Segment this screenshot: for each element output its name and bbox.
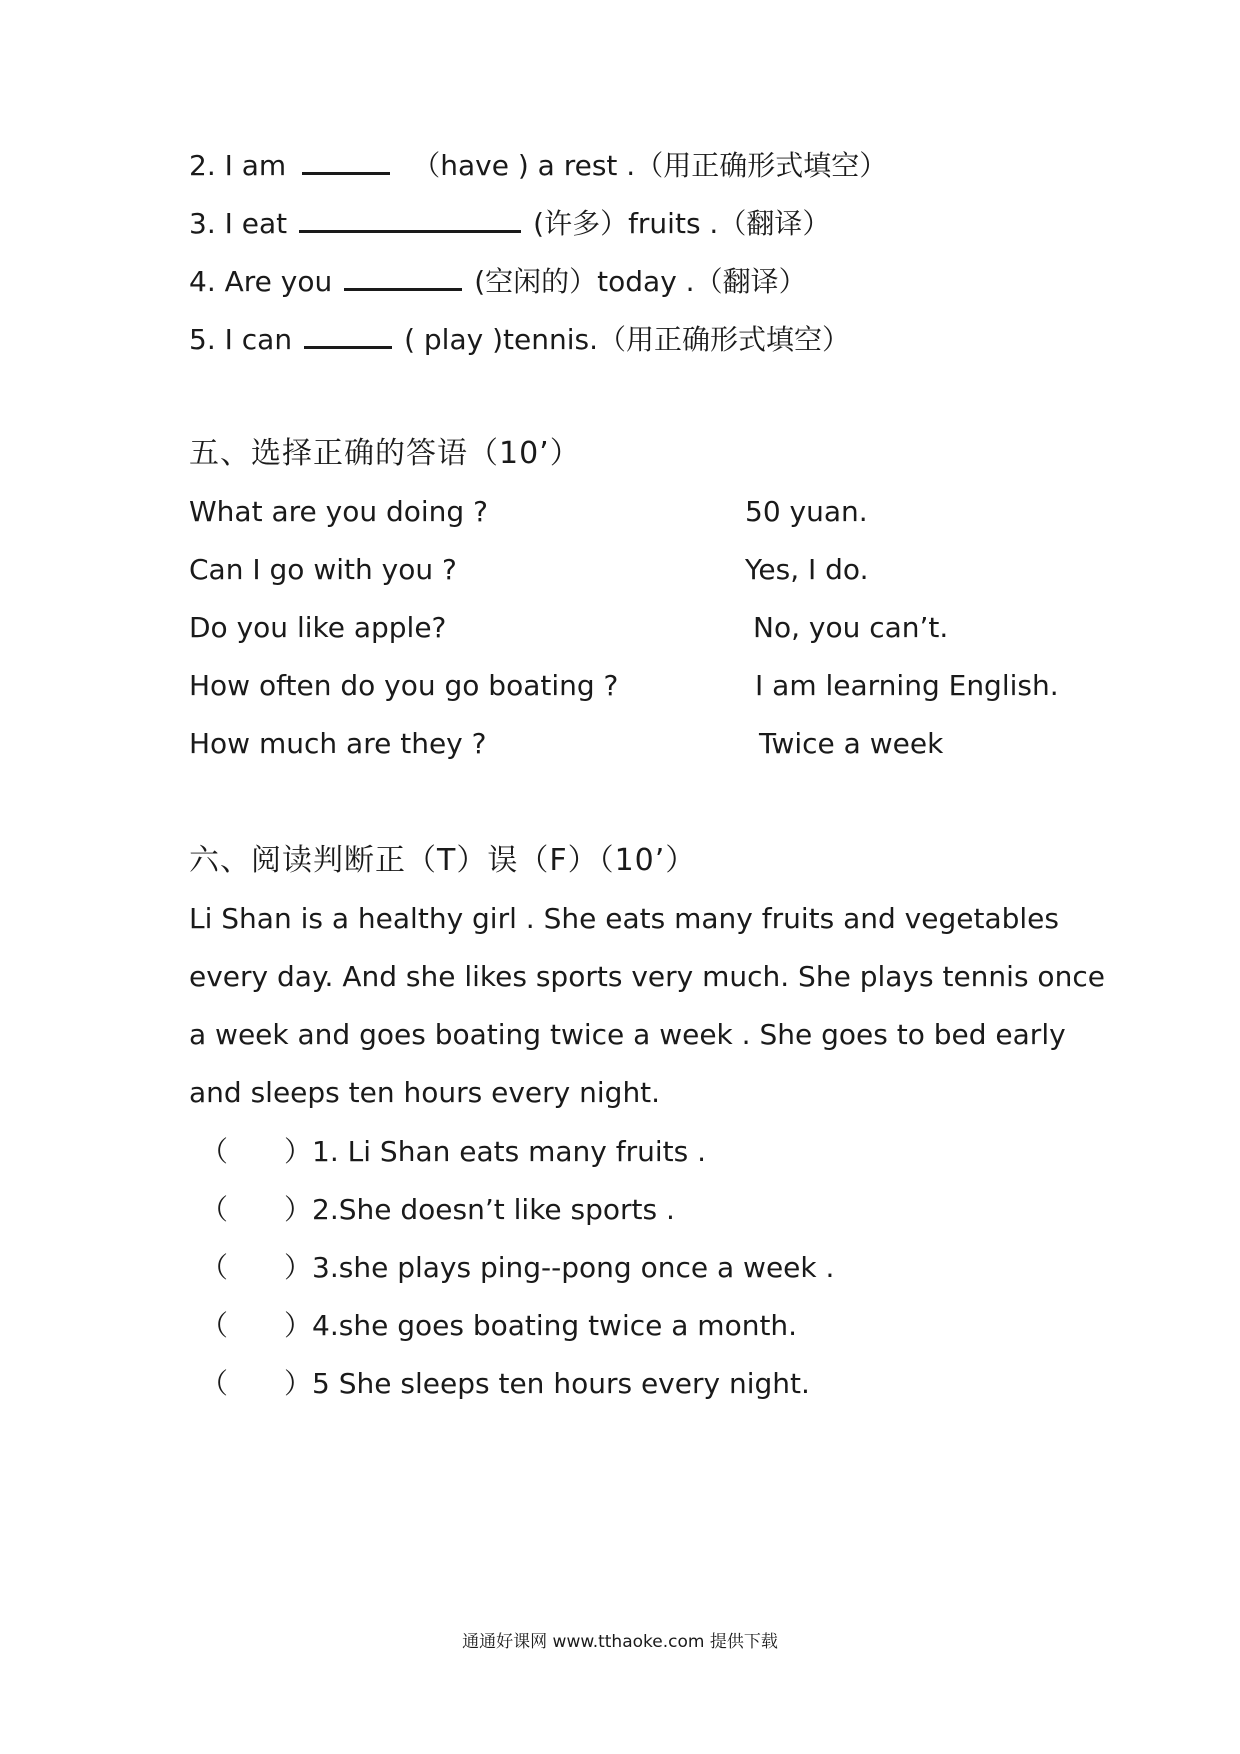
fill-in-hint: (空闲的）today .（翻译） <box>474 265 807 298</box>
judgment-item <box>200 1192 675 1228</box>
answer-paren-open: （ <box>200 1193 229 1226</box>
answer-blank[interactable] <box>299 204 521 233</box>
fill-in-hint: ( play )tennis.（用正确形式填空） <box>404 323 850 356</box>
question-item: Do you like apple? <box>189 611 447 644</box>
judgment-item <box>200 1250 834 1286</box>
answer-item: No, you can’t. <box>753 611 949 644</box>
judgment-item <box>200 1134 706 1170</box>
judgment-item <box>200 1366 810 1402</box>
fill-in-item-3 <box>189 204 830 242</box>
fill-in-prefix: 3. I eat <box>189 207 288 240</box>
passage-line: a week and goes boating twice a week . She goes to bed early <box>189 1018 1066 1051</box>
judgment-item <box>200 1308 797 1344</box>
judgment-statement: 2.She doesn’t like sports . <box>312 1193 675 1226</box>
answer-blank[interactable] <box>304 320 392 349</box>
question-item: Can I go with you ? <box>189 553 457 586</box>
section-six-title: 六、阅读判断正（T）误（F）（10’） <box>189 843 697 878</box>
fill-in-item-5 <box>189 320 850 358</box>
passage-line: and sleeps ten hours every night. <box>189 1076 661 1109</box>
question-item: What are you doing ? <box>189 495 488 528</box>
page-footer: 通通好课网 www.tthaoke.com 提供下载 <box>462 1632 778 1652</box>
judgment-statement: 4.she goes boating twice a month. <box>312 1309 798 1342</box>
judgment-statement: 1. Li Shan eats many fruits . <box>312 1135 707 1168</box>
answer-paren-close: ） <box>284 1367 313 1400</box>
section-five-title: 五、选择正确的答语（10’） <box>189 436 581 471</box>
answer-paren-close: ） <box>284 1309 313 1342</box>
answer-item: I am learning English. <box>755 669 1059 702</box>
fill-in-item-2 <box>189 146 887 184</box>
fill-in-hint: （have ) a rest .（用正确形式填空） <box>412 149 888 182</box>
fill-in-prefix: 5. I can <box>189 323 293 356</box>
fill-in-hint: (许多）fruits .（翻译） <box>533 207 831 240</box>
answer-paren-open: （ <box>200 1367 229 1400</box>
answer-paren-open: （ <box>200 1309 229 1342</box>
question-item: How often do you go boating ? <box>189 669 619 702</box>
answer-item: 50 yuan. <box>745 495 868 528</box>
fill-in-item-4 <box>189 262 807 300</box>
fill-in-prefix: 4. Are you <box>189 265 333 298</box>
answer-paren-open: （ <box>200 1251 229 1284</box>
answer-item: Yes, I do. <box>745 553 869 586</box>
question-item: How much are they ? <box>189 727 487 760</box>
answer-paren-close: ） <box>284 1251 313 1284</box>
passage-line: every day. And she likes sports very much. She plays tennis once <box>189 960 1105 993</box>
answer-paren-close: ） <box>284 1135 313 1168</box>
answer-blank[interactable] <box>344 262 462 291</box>
fill-in-prefix: 2. I am <box>189 149 287 182</box>
answer-item: Twice a week <box>759 727 944 760</box>
answer-blank[interactable] <box>302 146 390 175</box>
judgment-statement: 5 She sleeps ten hours every night. <box>312 1367 810 1400</box>
answer-paren-close: ） <box>284 1193 313 1226</box>
judgment-statement: 3.she plays ping--pong once a week . <box>312 1251 835 1284</box>
answer-paren-open: （ <box>200 1135 229 1168</box>
passage-line: Li Shan is a healthy girl . She eats many fruits and vegetables <box>189 902 1059 935</box>
